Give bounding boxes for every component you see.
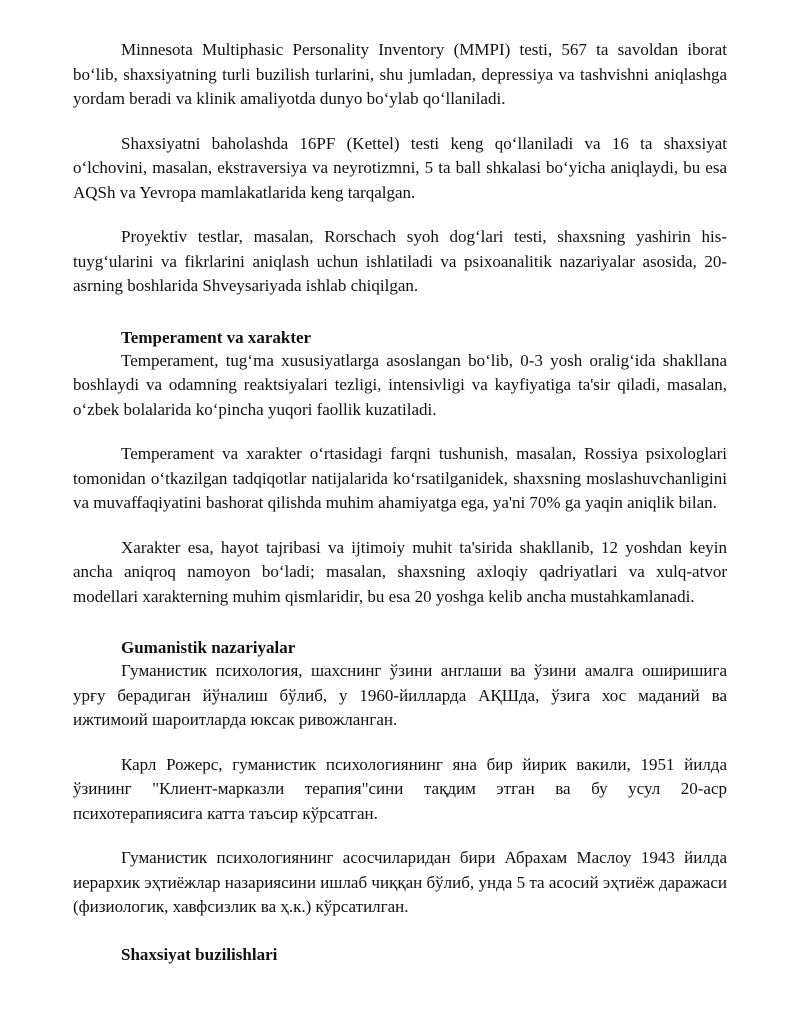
paragraph-carl-rogers: Карл Рожерс, гуманистик психологиянинг яна бир йирик вакили, 1951 йилда ўзининг "Клиент-марказли терапия"сини тақдим этган ва бу усул 20-аср психотерапиясига катта таъсир кўрсатган. (73, 754, 727, 823)
paragraph-mmpi: Minnesota Multiphasic Personality Inventory (MMPI) testi, 567 ta savoldan iborat bo‘lib, shaxsiyatning turli buzilish turlarini, shu jumladan, depressiya va tashvishni aniqlashga yordam beradi va klinik amaliyotda dunyo bo‘ylab qo‘llaniladi. (73, 40, 727, 108)
paragraph-16pf: Shaxsiyatni baholashda 16PF (Kettel) testi keng qo‘llaniladi va 16 ta shaxsiyat o‘lchovini, masalan, ekstraversiya va neyrotizmni, 5 ta ball shkalasi bo‘yicha aniqlaydi, bu esa AQSh va Yevropa mamlakatlarida keng tarqalgan. (73, 133, 727, 202)
section-heading-temperament: Temperament va xarakter (121, 327, 312, 347)
paragraph-character: Xarakter esa, hayot tajribasi va ijtimoiy muhit ta'sirida shakllanib, 12 yoshdan keyin ancha aniqroq namoyon bo‘ladi; masalan, shaxsning axloqiy qadriyatlari va xulq-atvor modellari xarakterning muhim qismlaridir, bu esa 20 yoshga kelib ancha mustahkamlanadi. (73, 537, 727, 606)
paragraph-temperament: Temperament, tug‘ma xususiyatlarga asoslangan bo‘lib, 0-3 yosh oralig‘ida shakllana boshlaydi va odamning reaktsiyalari tezligi, intensivligi va kayfiyatiga ta'sir qiladi, masalan, o‘zbek bolalarida ko‘pincha yuqori faollik kuzatiladi. (73, 350, 727, 419)
document-page (73, 38, 727, 966)
paragraph-maslow: Гуманистик психологиянинг асосчиларидан бири Абрахам Маслоу 1943 йилда иерархик эҳтиёжлар назариясини ишлаб чиққан бўлиб, унда 5 та асосий эҳтиёж даражаси (физиологик, хавфсизлик ва ҳ.к.) кўрсатилган. (73, 848, 727, 916)
paragraph-projective-tests: Proyektiv testlar, masalan, Rorschach syoh dog‘lari testi, shaxsning yashirin histuyg‘ularini va fikrlarini aniqlash uchun ishlatiladi va psixoanalitik nazariyalar asosida, 20-asrning boshlarida Shveysariyada ishlab chiqilgan. (73, 227, 727, 295)
paragraph-temperament-character-difference: Temperament va xarakter o‘rtasidagi farqni tushunish, masalan, Rossiya psixologlari tomonidan o‘tkazilgan tadqiqotlar natijalarida ko‘rsatilganidek, shaxsning moslashuvchanligini va muvaffaqiyatini bashorat qilishda muhim ahamiyatga ega, ya'ni 70% ga yaqin aniqlik bilan. (73, 444, 727, 512)
section-heading-humanistic: Gumanistik nazariyalar (121, 638, 296, 657)
paragraph-humanistic-psychology: Гуманистик психология, шахснинг ўзини англаши ва ўзини амалга оширишига урғу берадиган йўналиш бўлиб, у 1960-йилларда АҚШда, ўзига хос маданий ва ижтимоий шароитларда юксак ривожланган. (73, 661, 727, 729)
section-heading-personality-disorders: Shaxsiyat buzilishlari (121, 944, 278, 964)
